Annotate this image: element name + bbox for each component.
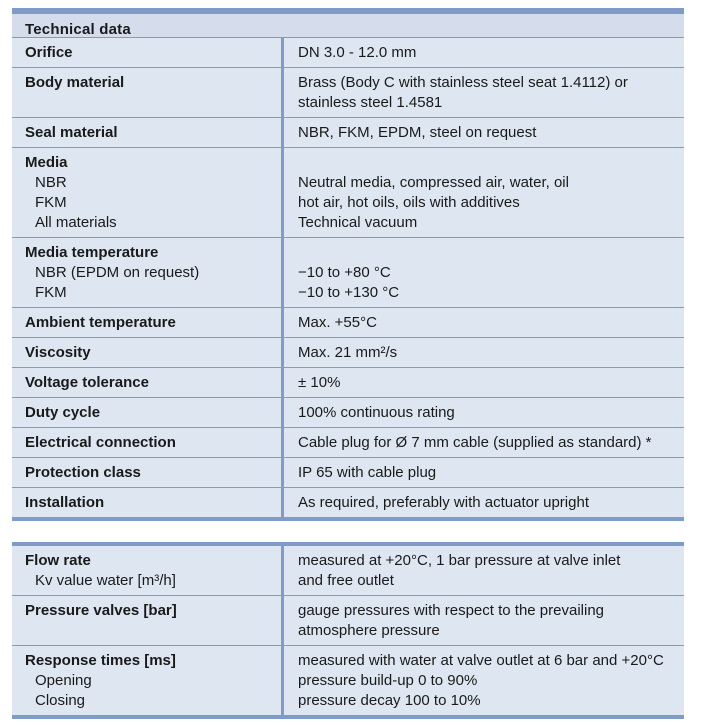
row-label: Seal material	[25, 124, 118, 141]
row-sublabel: Kv value water [m³/h]	[35, 572, 176, 589]
table-title-text: Technical data	[25, 21, 131, 38]
row-label: Duty cycle	[25, 404, 101, 421]
row-label: Voltage tolerance	[25, 374, 149, 391]
table-row-duty-cycle	[12, 398, 684, 428]
technical-data-table	[12, 8, 684, 521]
row-value: and free outlet	[298, 572, 394, 589]
table-row-response-times	[12, 646, 684, 719]
row-sublabel: FKM	[35, 194, 67, 211]
table-row-electrical-connection	[12, 428, 684, 458]
row-label: Electrical connection	[25, 434, 176, 451]
table-row-protection-class	[12, 458, 684, 488]
row-sublabel: All materials	[35, 214, 117, 231]
table-row-installation	[12, 488, 684, 521]
row-label: Flow rate	[25, 552, 91, 569]
row-value: Max. 21 mm²/s	[298, 344, 398, 361]
table-row-media-temperature	[12, 238, 684, 308]
row-value: Brass (Body C with stainless steel seat 1.4112) or	[298, 74, 628, 91]
table-row-viscosity	[12, 338, 684, 368]
table-row-voltage-tolerance	[12, 368, 684, 398]
row-label: Response times [ms]	[25, 652, 176, 669]
row-label: Protection class	[25, 464, 141, 481]
row-value: Cable plug for Ø 7 mm cable (supplied as standard) *	[298, 434, 652, 451]
row-label: Orifice	[25, 44, 73, 61]
row-value: measured at +20°C, 1 bar pressure at valve inlet	[298, 552, 621, 569]
row-value: Neutral media, compressed air, water, oil	[298, 174, 569, 191]
row-label: Media	[25, 154, 68, 171]
flow-data-table	[12, 542, 684, 719]
row-label: Media temperature	[25, 244, 159, 261]
row-sublabel: FKM	[35, 284, 67, 301]
row-value: pressure build-up 0 to 90%	[298, 672, 478, 689]
row-value: atmosphere pressure	[298, 622, 440, 639]
row-value: IP 65 with cable plug	[298, 464, 437, 481]
table-row-orifice	[12, 38, 684, 68]
row-label: Viscosity	[25, 344, 91, 361]
table-row-media	[12, 148, 684, 238]
table-title	[12, 8, 684, 38]
row-value: −10 to +80 °C	[298, 264, 391, 281]
row-value: gauge pressures with respect to the prevailing	[298, 602, 605, 619]
row-value: Technical vacuum	[298, 214, 418, 231]
row-label: Body material	[25, 74, 125, 91]
row-value: measured with water at valve outlet at 6 bar and +20°C	[298, 652, 664, 669]
table-row-seal-material	[12, 118, 684, 148]
row-sublabel: Closing	[35, 692, 86, 709]
row-value: pressure decay 100 to 10%	[298, 692, 481, 709]
row-value: −10 to +130 °C	[298, 284, 400, 301]
row-value: hot air, hot oils, oils with additives	[298, 194, 520, 211]
row-value: stainless steel 1.4581	[298, 94, 443, 111]
table-row-ambient-temperature	[12, 308, 684, 338]
row-sublabel: NBR (EPDM on request)	[35, 264, 200, 281]
row-label: Ambient temperature	[25, 314, 176, 331]
row-value: 100% continuous rating	[298, 404, 455, 421]
row-value: Max. +55°C	[298, 314, 377, 331]
row-value: ± 10%	[298, 374, 341, 391]
table-row-flow-rate	[12, 542, 684, 596]
table-row-pressure-valves	[12, 596, 684, 646]
row-value: NBR, FKM, EPDM, steel on request	[298, 124, 537, 141]
row-sublabel: NBR	[35, 174, 67, 191]
table-row-body-material	[12, 68, 684, 118]
row-label: Pressure valves [bar]	[25, 602, 177, 619]
row-value: DN 3.0 - 12.0 mm	[298, 44, 417, 61]
row-sublabel: Opening	[35, 672, 92, 689]
row-value: As required, preferably with actuator upright	[298, 494, 589, 511]
row-label: Installation	[25, 494, 105, 511]
